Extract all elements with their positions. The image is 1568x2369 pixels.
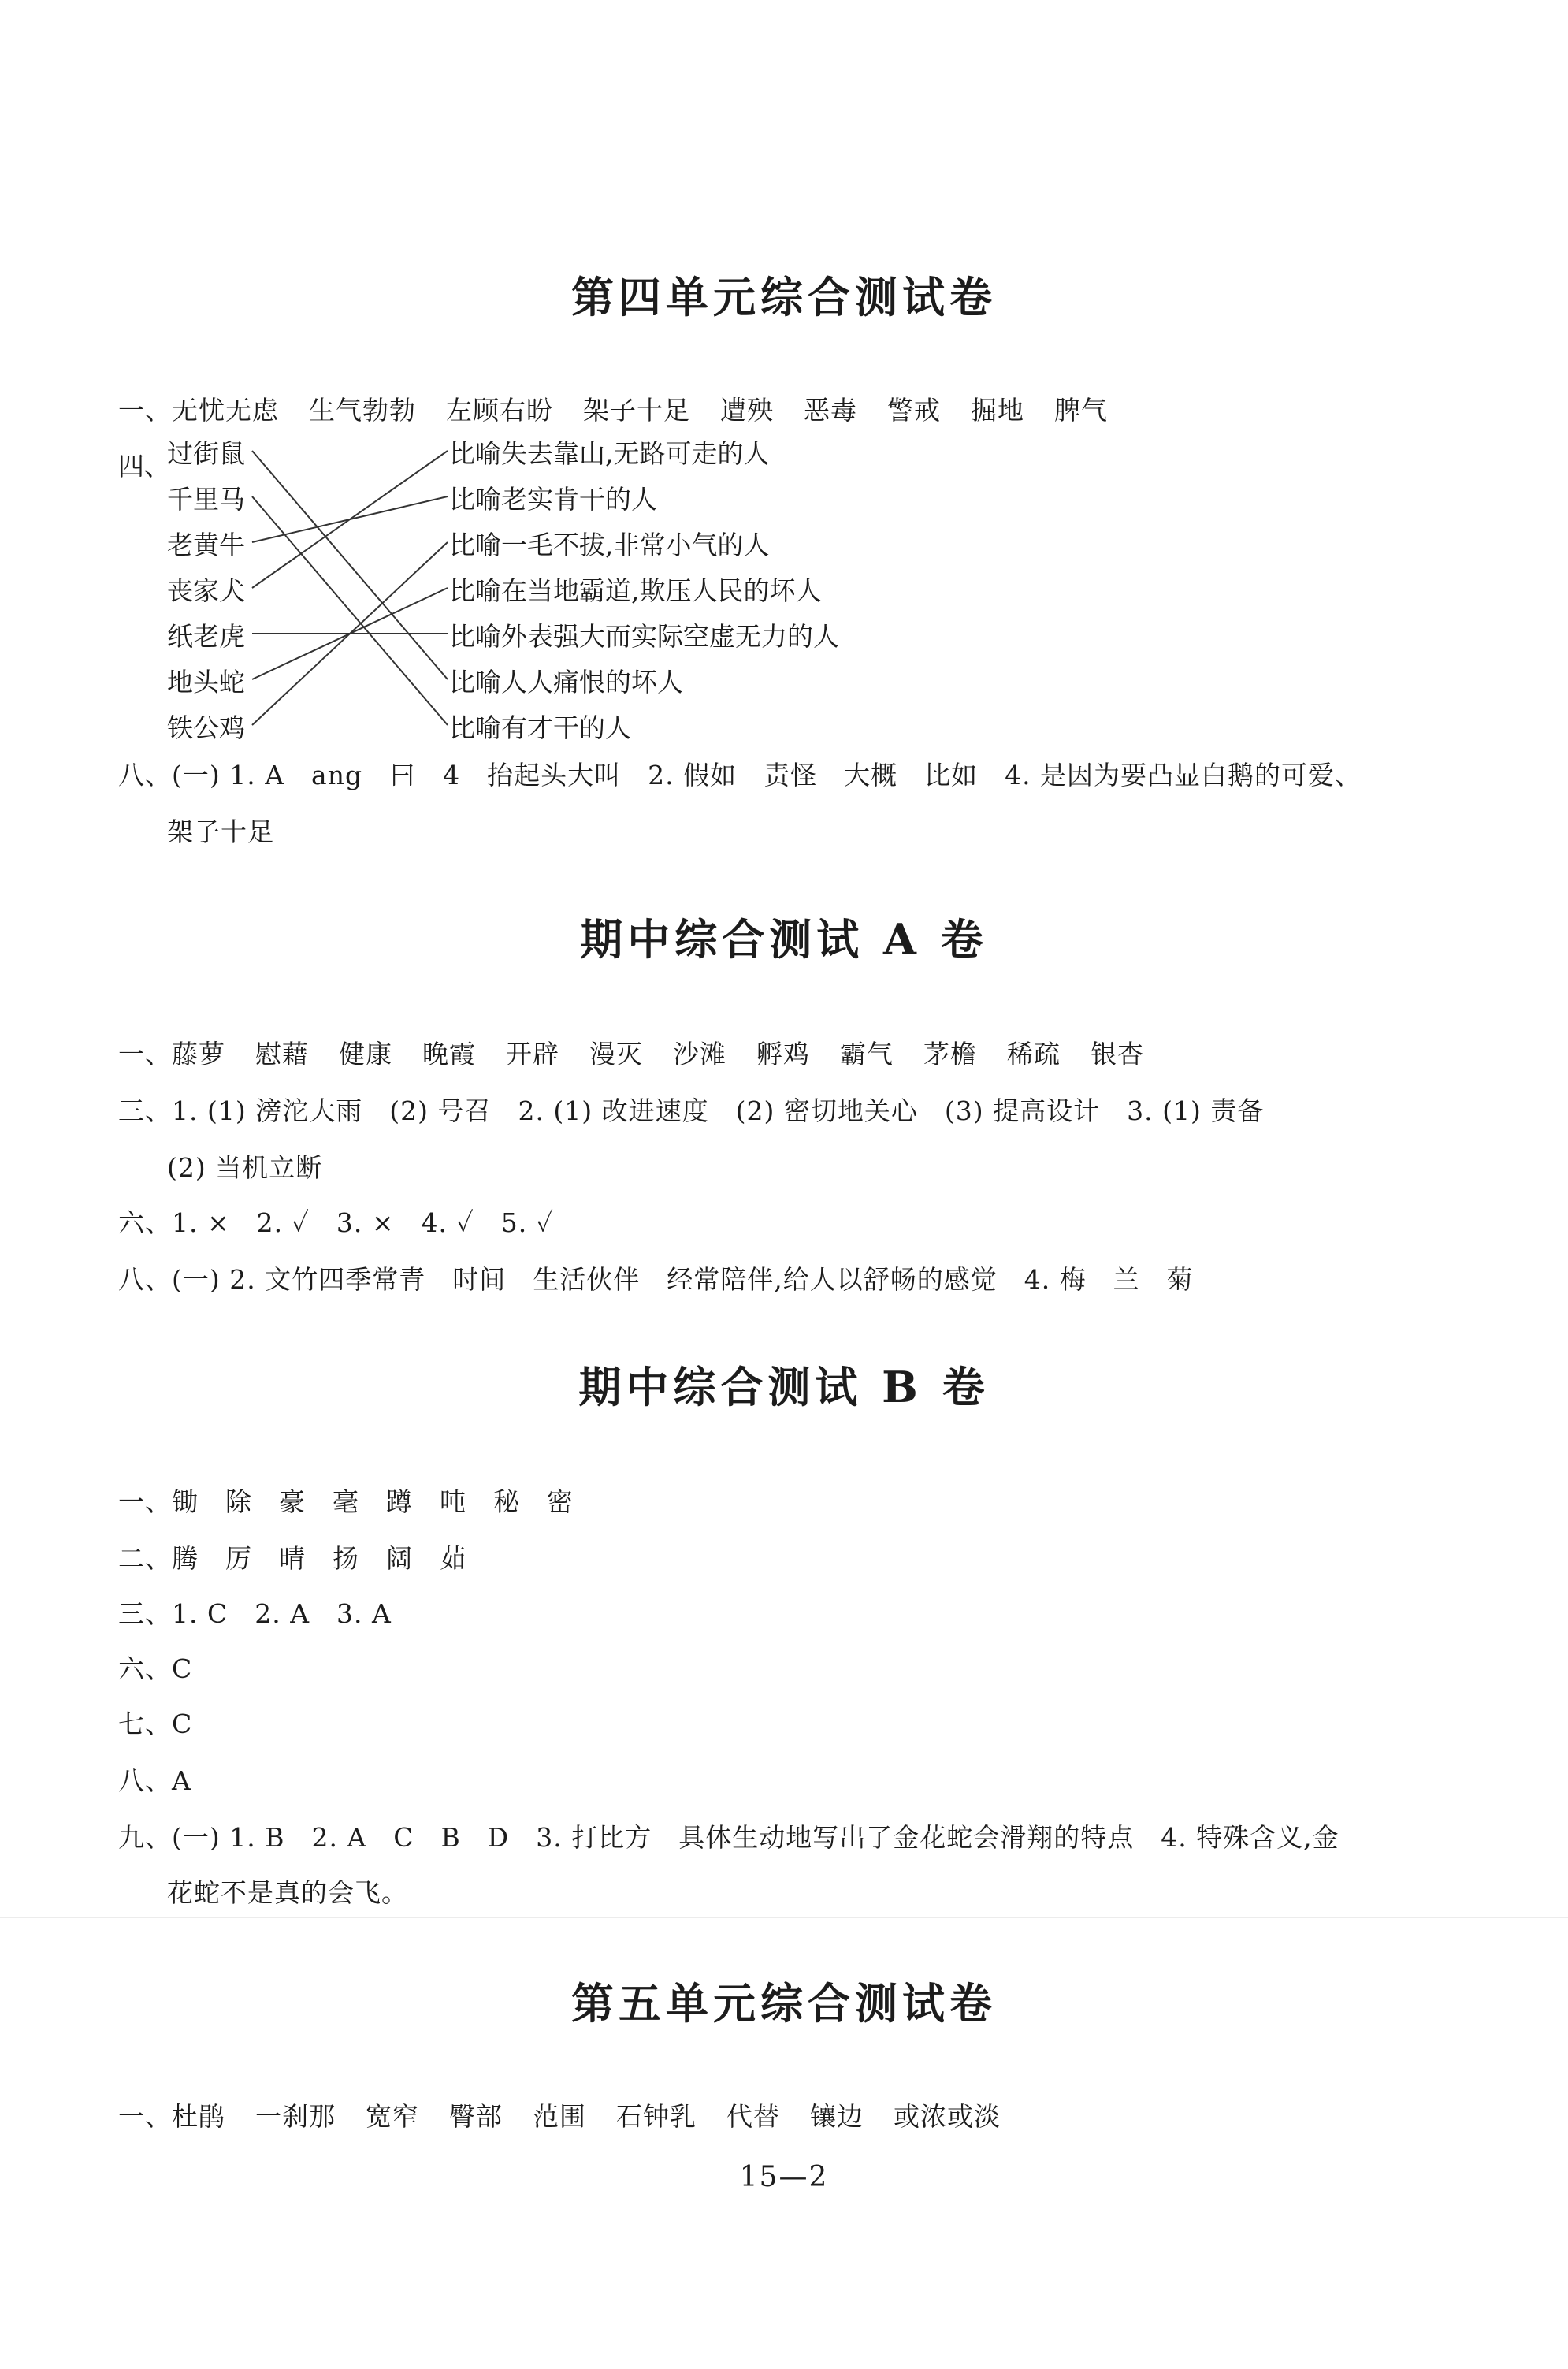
match-right-item: 比喻外表强大而实际空虚无力的人 bbox=[449, 621, 839, 652]
midB-q9-line2: 花蛇不是真的会飞。 bbox=[167, 1877, 408, 1908]
match-left-item: 丧家犬 bbox=[167, 575, 245, 606]
midA-q3-line1: 三、1. (1) 滂沱大雨 (2) 号召 2. (1) 改进速度 (2) 密切地关心 (3) 提高设计 3. (1) 责备 bbox=[118, 1095, 1265, 1126]
unit4-q4-label: 四、 bbox=[118, 451, 170, 482]
midB-q1: 一、锄 除 豪 毫 蹲 吨 秘 密 bbox=[118, 1486, 574, 1517]
midB-q9-line1: 九、(一) 1. B 2. A C B D 3. 打比方 具体生动地写出了金花蛇会滑翔的特点 4. 特殊含义,金 bbox=[118, 1822, 1339, 1853]
match-right-item: 比喻在当地霸道,欺压人民的坏人 bbox=[449, 575, 822, 606]
match-left-item: 老黄牛 bbox=[167, 530, 245, 560]
unit5-title: 第五单元综合测试卷 bbox=[571, 1978, 997, 2029]
midA-q6: 六、1. × 2. ✓ 3. × 4. ✓ 5. ✓ bbox=[118, 1207, 555, 1238]
midB-q2: 二、腾 厉 晴 扬 阔 茹 bbox=[118, 1543, 466, 1574]
match-right-item: 比喻人人痛恨的坏人 bbox=[449, 667, 683, 697]
match-line bbox=[252, 451, 448, 588]
midA-q8: 八、(一) 2. 文竹四季常青 时间 生活伙伴 经常陪伴,给人以舒畅的感觉 4. 梅 兰 菊 bbox=[118, 1264, 1194, 1295]
unit4-q8-line1: 八、(一) 1. A ang 曰 4 抬起头大叫 2. 假如 责怪 大概 比如 4. 是因为要凸显白鹅的可爱、 bbox=[118, 760, 1362, 790]
match-left-item: 地头蛇 bbox=[167, 667, 245, 697]
midA-q3-line2: (2) 当机立断 bbox=[167, 1152, 323, 1183]
page-divider bbox=[0, 1917, 1568, 1918]
page-number: 15—2 bbox=[739, 2161, 829, 2193]
unit4-q1: 一、无忧无虑 生气勃勃 左顾右盼 架子十足 遭殃 恶毒 警戒 掘地 脾气 bbox=[118, 395, 1108, 426]
midA-q1: 一、藤萝 慰藉 健康 晚霞 开辟 漫灭 沙滩 孵鸡 霸气 茅檐 稀疏 银杏 bbox=[118, 1039, 1144, 1069]
unit5-q1: 一、杜鹃 一刹那 宽窄 臀部 范围 石钟乳 代替 镶边 或浓或淡 bbox=[118, 2101, 1001, 2132]
match-left-item: 过街鼠 bbox=[167, 438, 245, 469]
match-right-item: 比喻老实肯干的人 bbox=[449, 484, 657, 515]
midB-q3: 三、1. C 2. A 3. A bbox=[118, 1598, 392, 1629]
unit4-title: 第四单元综合测试卷 bbox=[571, 272, 997, 322]
match-left-item: 千里马 bbox=[167, 484, 245, 515]
midB-q7: 七、C bbox=[118, 1709, 193, 1739]
match-line bbox=[252, 451, 448, 679]
match-line bbox=[252, 496, 448, 725]
midA-title: 期中综合测试 A 卷 bbox=[580, 914, 988, 965]
match-right-item: 比喻一毛不拔,非常小气的人 bbox=[449, 530, 770, 560]
match-right-item: 比喻失去靠山,无路可走的人 bbox=[449, 438, 770, 469]
match-right-item: 比喻有才干的人 bbox=[449, 712, 631, 743]
midB-title: 期中综合测试 B 卷 bbox=[578, 1362, 990, 1412]
match-left-item: 铁公鸡 bbox=[167, 712, 245, 743]
unit4-q8-line2: 架子十足 bbox=[167, 816, 274, 847]
match-left-item: 纸老虎 bbox=[167, 621, 245, 652]
midB-q8: 八、A bbox=[118, 1765, 191, 1796]
midB-q6: 六、C bbox=[118, 1653, 193, 1684]
